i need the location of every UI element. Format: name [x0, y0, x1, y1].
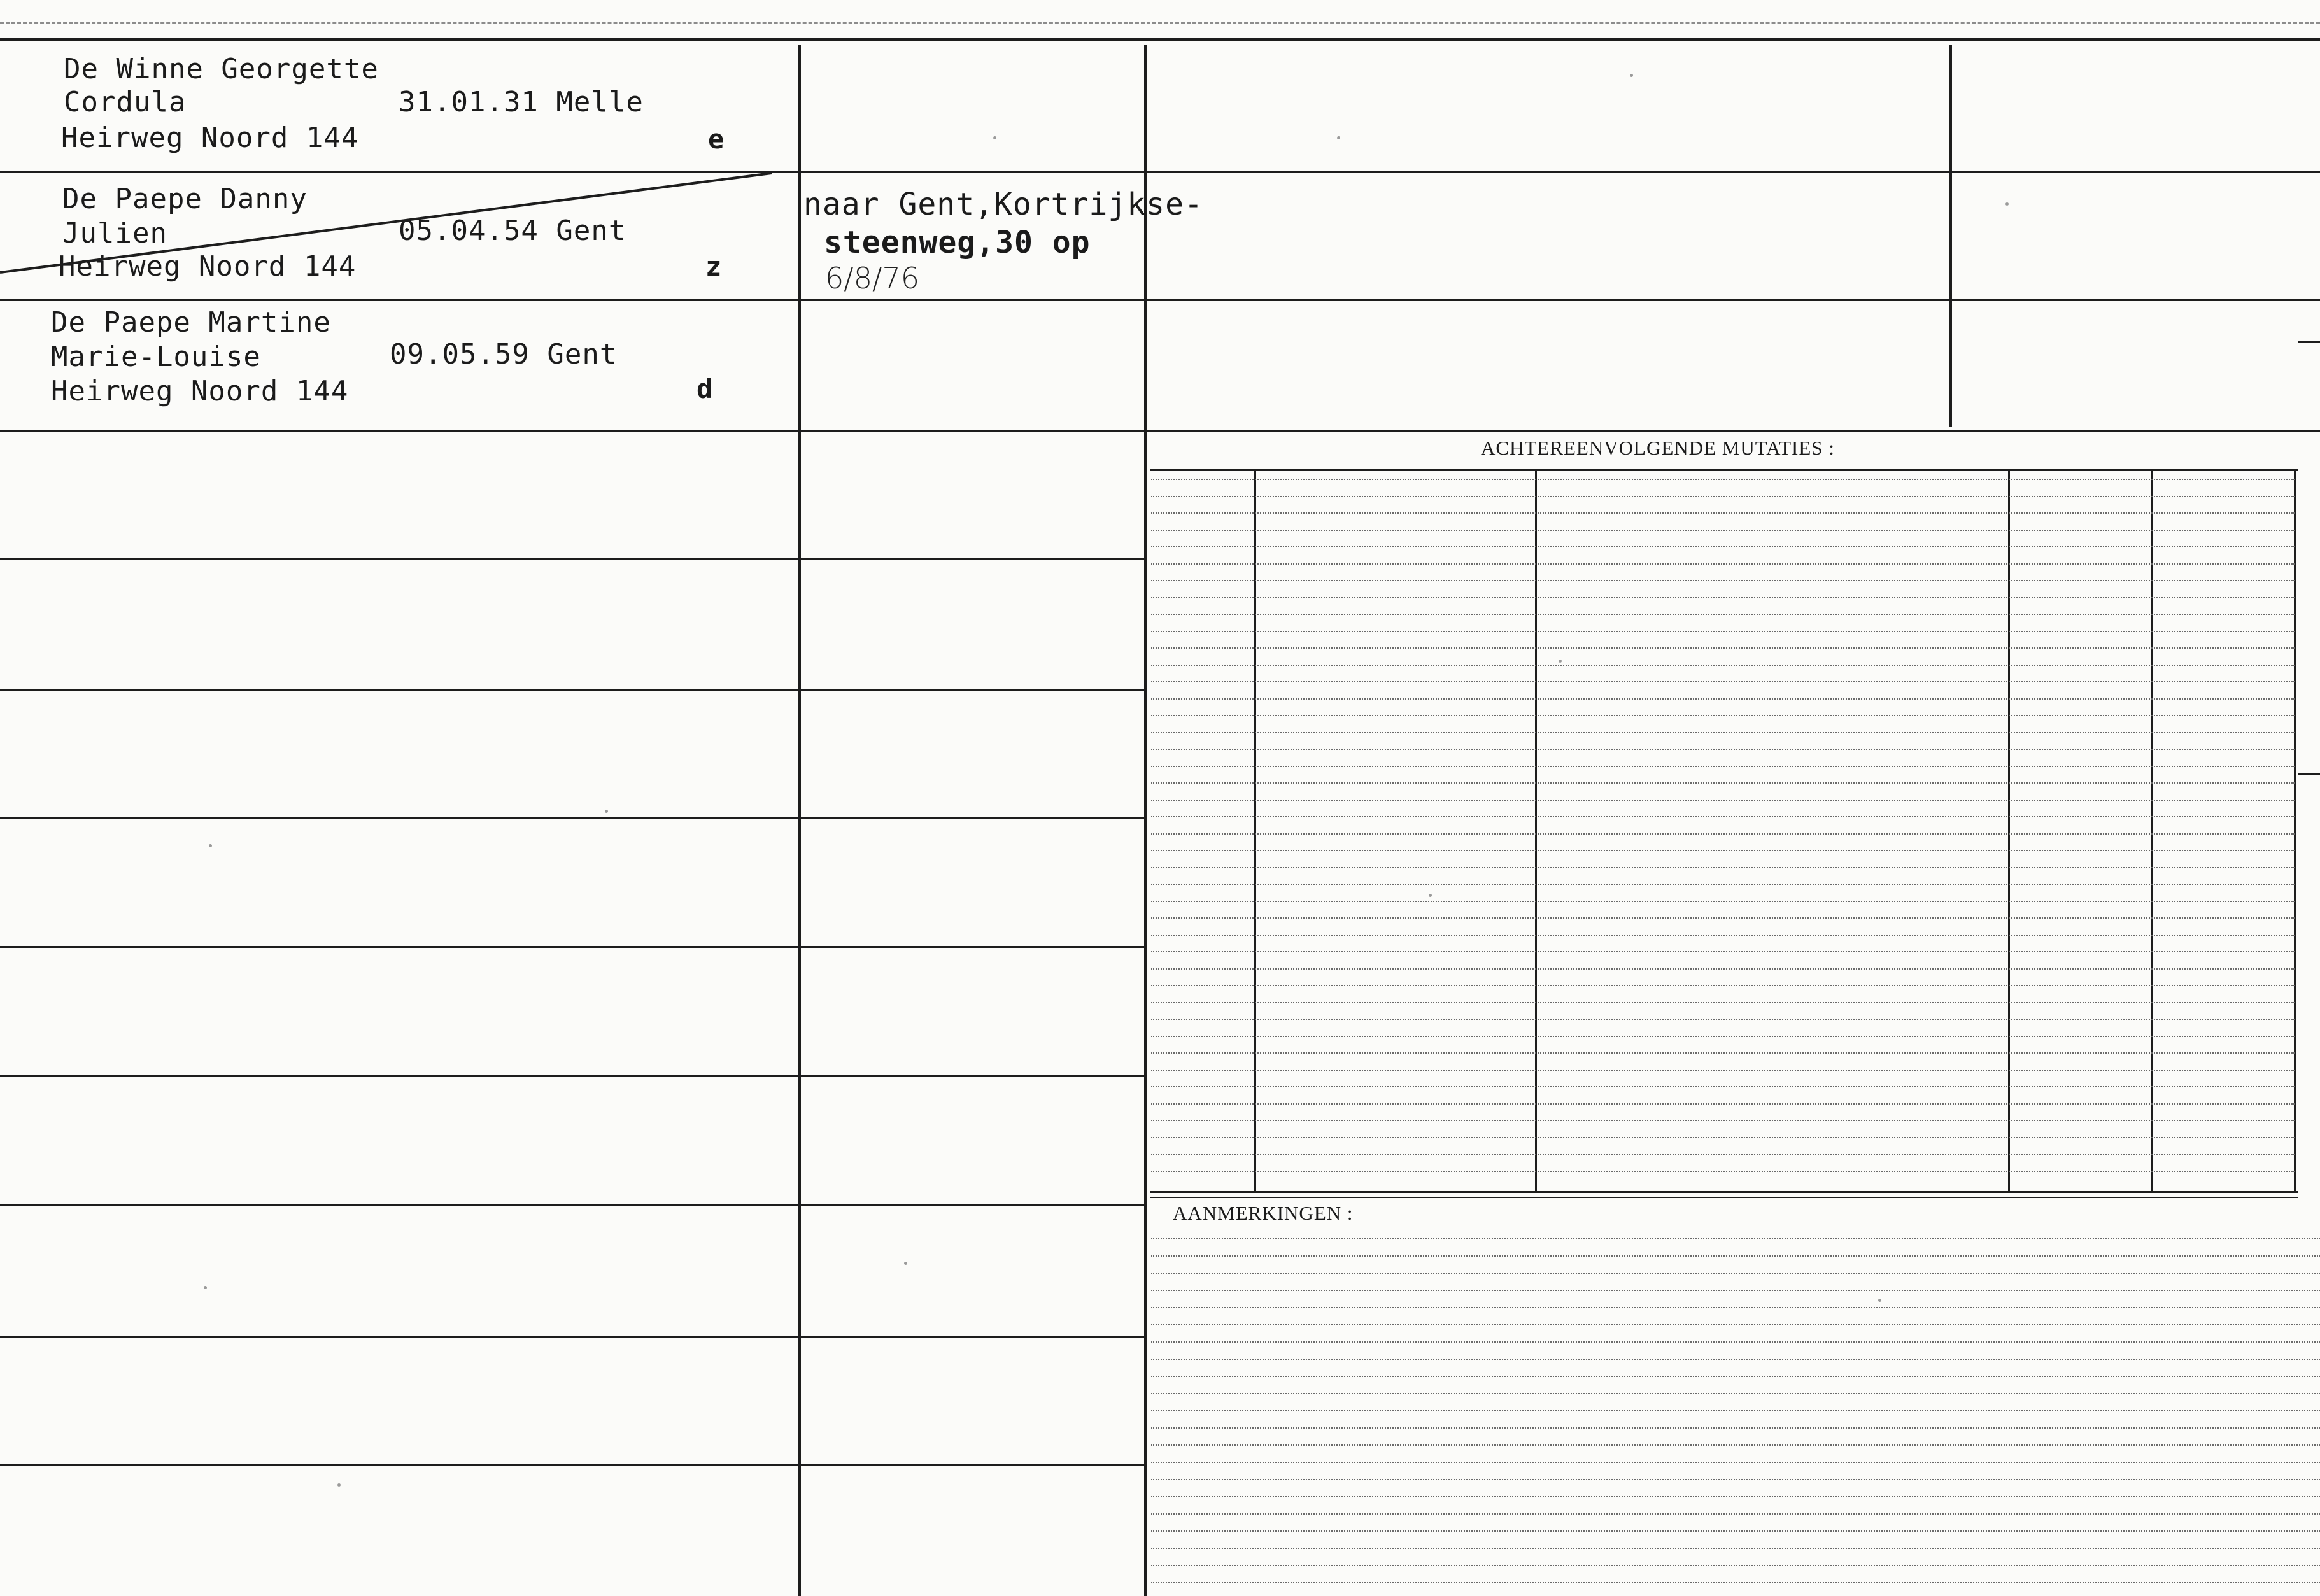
move-note-line-1: naar Gent,Kortrijkse- — [803, 187, 1203, 222]
ruled-line — [1151, 816, 2295, 817]
entry-given-name: Cordula — [64, 86, 187, 118]
ruled-line — [1151, 512, 2295, 514]
column-divider-3 — [1949, 45, 1952, 427]
ruled-line — [1151, 1120, 2295, 1121]
row-line — [0, 430, 800, 432]
row-line — [800, 1336, 1145, 1338]
ruled-line — [1151, 1052, 2295, 1054]
ruled-line — [1151, 782, 2295, 784]
ruled-line — [1151, 1444, 2320, 1446]
ruled-line — [1151, 1359, 2320, 1360]
ruled-line — [1151, 1513, 2320, 1515]
ruled-line — [1151, 1103, 2295, 1105]
ruled-line — [1151, 1376, 2320, 1377]
ruled-line — [1151, 1479, 2320, 1480]
remarks-top-rule — [1150, 1197, 2298, 1198]
ruled-line — [1151, 935, 2295, 936]
scan-speck — [904, 1262, 907, 1265]
ruled-line — [1151, 1565, 2320, 1566]
ruled-line — [1151, 681, 2295, 682]
row-line — [0, 1336, 800, 1338]
scan-speck — [1878, 1299, 1881, 1302]
row-line — [0, 299, 800, 301]
ruled-line — [1151, 867, 2295, 868]
row-line — [1145, 171, 2320, 173]
entry-name: De Winne Georgette — [64, 53, 379, 85]
entry-code: e — [708, 124, 725, 155]
move-note-line-2: steenweg,30 op — [824, 225, 1091, 260]
scan-speck — [993, 136, 996, 139]
entry-address: Heirweg Noord 144 — [59, 250, 357, 283]
entry-code: d — [697, 373, 713, 404]
row-line — [0, 1075, 800, 1077]
entry-given-name: Marie-Louise — [51, 341, 261, 373]
ruled-line — [1151, 1496, 2320, 1497]
ruled-line — [1151, 1070, 2295, 1071]
mutations-bottom-rule — [1150, 1191, 2298, 1193]
scan-speck — [1559, 660, 1562, 663]
entry-given-name: Julien — [62, 217, 167, 250]
ruled-line — [1151, 1273, 2320, 1274]
ruled-line — [1151, 766, 2295, 767]
ruled-line — [1151, 833, 2295, 835]
scan-speck — [204, 1286, 207, 1289]
ruled-line — [1151, 597, 2295, 598]
move-note-date: 6/8/76 — [825, 261, 920, 295]
row-line — [800, 689, 1145, 691]
ruled-line — [1151, 732, 2295, 733]
row-line — [0, 689, 800, 691]
column-divider-2 — [1144, 45, 1147, 1596]
entry-birth: 09.05.59 Gent — [390, 338, 618, 371]
mutations-title: ACHTEREENVOLGENDE MUTATIES : — [1481, 437, 1835, 459]
top-scan-noise — [0, 22, 2320, 24]
ruled-line — [1151, 1582, 2320, 1583]
margin-tick — [2298, 341, 2320, 343]
entry-name: De Paepe Danny — [62, 183, 308, 215]
row-line — [0, 558, 800, 560]
entry-name: De Paepe Martine — [51, 306, 331, 339]
ruled-line — [1151, 1530, 2320, 1532]
ruled-line — [1151, 1548, 2320, 1549]
ruled-line — [1151, 530, 2295, 531]
row-line — [0, 817, 800, 819]
row-line — [0, 1464, 800, 1466]
ruled-line — [1151, 850, 2295, 851]
row-line — [800, 1204, 1145, 1206]
row-line — [800, 430, 1145, 432]
ruled-line — [1151, 479, 2295, 480]
entry-address: Heirweg Noord 144 — [61, 122, 359, 154]
row-line — [0, 946, 800, 948]
ruled-line — [1151, 1307, 2320, 1308]
ruled-line — [1151, 631, 2295, 632]
scan-speck — [605, 810, 608, 813]
row-line — [800, 299, 1145, 301]
ruled-line — [1151, 1019, 2295, 1020]
ruled-line — [1151, 1410, 2320, 1411]
scan-speck — [1630, 74, 1633, 77]
strikethrough-line — [0, 166, 800, 280]
ruled-line — [1151, 1086, 2295, 1087]
ruled-line — [1151, 1137, 2295, 1138]
ruled-line — [1151, 951, 2295, 952]
ruled-line — [1151, 496, 2295, 497]
scan-speck — [1337, 136, 1340, 139]
row-line — [800, 1075, 1145, 1077]
entry-birth: 05.04.54 Gent — [399, 215, 626, 247]
margin-tick — [2298, 773, 2320, 775]
ruled-line — [1151, 614, 2295, 615]
ruled-line — [1151, 1393, 2320, 1394]
ruled-line — [1151, 715, 2295, 716]
row-line — [800, 558, 1145, 560]
ruled-line — [1151, 1238, 2320, 1239]
ruled-line — [1151, 884, 2295, 885]
row-line — [800, 946, 1145, 948]
ruled-line — [1151, 1154, 2295, 1155]
entry-address: Heirweg Noord 144 — [51, 375, 349, 407]
entry-code: z — [705, 251, 722, 282]
ruled-line — [1151, 1255, 2320, 1257]
row-line — [0, 1204, 800, 1206]
ruled-line — [1151, 1341, 2320, 1343]
ruled-line — [1151, 647, 2295, 649]
ruled-line — [1151, 1462, 2320, 1463]
ruled-line — [1151, 1290, 2320, 1291]
scan-speck — [1429, 894, 1432, 897]
row-line — [1145, 430, 2320, 432]
ruled-line — [1151, 665, 2295, 666]
top-border — [0, 38, 2320, 41]
ruled-line — [1151, 546, 2295, 547]
remarks-title: AANMERKINGEN : — [1173, 1202, 1354, 1224]
entry-birth: 31.01.31 Melle — [399, 86, 644, 118]
row-line — [800, 817, 1145, 819]
ruled-line — [1151, 1036, 2295, 1037]
ruled-line — [1151, 749, 2295, 750]
scan-speck — [2005, 202, 2009, 206]
ruled-line — [1151, 698, 2295, 700]
ruled-line — [1151, 1002, 2295, 1003]
mutations-top-rule — [1150, 469, 2298, 471]
scan-speck — [209, 844, 212, 847]
ruled-line — [1151, 985, 2295, 986]
ruled-line — [1151, 563, 2295, 565]
row-line — [800, 1464, 1145, 1466]
ruled-line — [1151, 580, 2295, 581]
row-line — [1145, 299, 2320, 301]
ruled-line — [1151, 917, 2295, 919]
ruled-line — [1151, 1171, 2295, 1172]
ruled-line — [1151, 1324, 2320, 1325]
ruled-line — [1151, 901, 2295, 902]
row-line — [800, 171, 1145, 173]
ruled-line — [1151, 800, 2295, 801]
scan-speck — [337, 1483, 341, 1487]
ruled-line — [1151, 968, 2295, 970]
ruled-line — [1151, 1427, 2320, 1429]
